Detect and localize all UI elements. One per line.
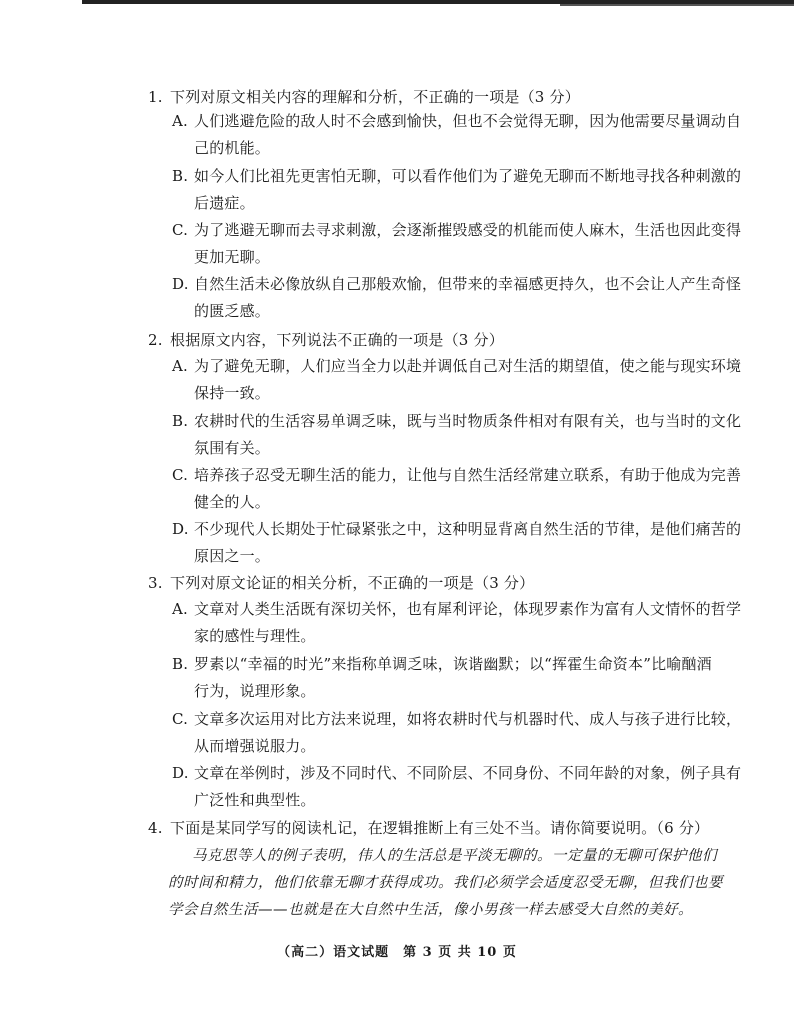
option-line: 自然生活未必像放纵自己那般欢愉，但带来的幸福感更持久，也不会让人产生奇怪 <box>194 275 742 293</box>
option-line: 后遗症。 <box>194 194 255 212</box>
question-3-option-a <box>172 596 742 650</box>
question-1-option-b <box>172 163 742 217</box>
option-line: 不少现代人长期处于忙碌紧张之中，这种明显背离自然生活的节律，是他们痛苦的 <box>194 520 742 538</box>
option-line: 广泛性和典型性。 <box>194 791 316 809</box>
question-text: 下列对原文相关内容的理解和分析，不正确的一项是（3 分） <box>170 88 580 106</box>
option-line: 保持一致。 <box>194 384 271 402</box>
option-line: 健全的人。 <box>194 493 271 511</box>
question-1-option-d <box>172 271 742 325</box>
option-letter: D. <box>172 520 189 538</box>
question-number: 2. <box>148 331 163 349</box>
question-text: 下面是某同学写的阅读札记，在逻辑推断上有三处不当。请你简要说明。（6 分） <box>170 819 710 837</box>
page-footer: （高二）语文试题 第 3 页 共 10 页 <box>277 945 517 960</box>
option-line: 从而增强说服力。 <box>194 737 316 755</box>
question-number: 3. <box>148 574 163 592</box>
option-line: 原因之一。 <box>194 547 271 565</box>
question-3-option-d <box>172 760 742 814</box>
option-letter: C. <box>172 466 189 484</box>
option-line: 文章对人类生活既有深切关怀，也有犀利评论，体现罗素作为富有人文情怀的哲学 <box>194 600 742 618</box>
question-2-option-c <box>172 462 742 516</box>
option-letter: A. <box>172 357 189 375</box>
question-number: 4. <box>148 819 163 837</box>
option-letter: C. <box>172 710 189 728</box>
question-3-stem <box>148 570 738 597</box>
option-line: 更加无聊。 <box>194 248 271 266</box>
option-line: 如今人们比祖先更害怕无聊，可以看作他们为了避免无聊而不断地寻找各种刺激的 <box>194 167 742 185</box>
question-2-stem <box>148 327 738 354</box>
option-letter: D. <box>172 764 189 782</box>
question-3-option-b <box>172 651 732 705</box>
question-2-option-b <box>172 408 742 462</box>
option-line: 人们逃避危险的敌人时不会感到愉快，但也不会觉得无聊，因为他需要尽量调动自 <box>194 112 742 130</box>
option-letter: A. <box>172 600 189 618</box>
question-4-stem <box>148 815 738 842</box>
reading-note-line: 的时间和精力，他们依靠无聊才获得成功。我们必须学会适度忍受无聊，但我们也要 <box>168 875 723 891</box>
option-line: 家的感性与理性。 <box>194 627 316 645</box>
option-letter: B. <box>172 655 189 673</box>
option-line: 罗素以“幸福的时光”来指称单调乏味，诙谐幽默；以“挥霍生命资本”比喻酗酒 <box>194 655 712 673</box>
option-letter: D. <box>172 275 189 293</box>
question-3-option-c <box>172 706 742 760</box>
option-letter: B. <box>172 167 189 185</box>
option-line: 行为，说理形象。 <box>194 682 316 700</box>
question-text: 根据原文内容，下列说法不正确的一项是（3 分） <box>170 331 504 349</box>
question-text: 下列对原文论证的相关分析，不正确的一项是（3 分） <box>170 574 535 592</box>
option-line: 己的机能。 <box>194 139 271 157</box>
reading-note-line: 学会自然生活——也就是在大自然中生活，像小男孩一样去感受大自然的美好。 <box>168 902 693 918</box>
question-2-option-d <box>172 516 742 570</box>
question-1-option-c <box>172 217 742 271</box>
question-1-stem <box>148 84 738 111</box>
reading-note-line: 马克思等人的例子表明，伟人的生活总是平淡无聊的。一定量的无聊可保护他们 <box>192 848 717 864</box>
question-1-option-a <box>172 108 742 162</box>
question-number: 1. <box>148 88 163 106</box>
option-line: 氛围有关。 <box>194 439 271 457</box>
option-line: 的匮乏感。 <box>194 302 271 320</box>
question-2-option-a <box>172 353 742 407</box>
option-letter: B. <box>172 412 189 430</box>
option-line: 文章在举例时，涉及不同时代、不同阶层、不同身份、不同年龄的对象，例子具有 <box>194 764 742 782</box>
option-letter: A. <box>172 112 189 130</box>
option-line: 文章多次运用对比方法来说理，如将农耕时代与机器时代、成人与孩子进行比较， <box>194 710 742 728</box>
option-line: 培养孩子忍受无聊生活的能力，让他与自然生活经常建立联系，有助于他成为完善 <box>194 466 742 484</box>
option-line: 为了逃避无聊而去寻求刺激，会逐渐摧毁感受的机能而使人麻木，生活也因此变得 <box>194 221 742 239</box>
option-line: 为了避免无聊，人们应当全力以赴并调低自己对生活的期望值，使之能与现实环境 <box>194 357 742 375</box>
option-line: 农耕时代的生活容易单调乏味，既与当时物质条件相对有限有关，也与当时的文化 <box>194 412 742 430</box>
option-letter: C. <box>172 221 189 239</box>
